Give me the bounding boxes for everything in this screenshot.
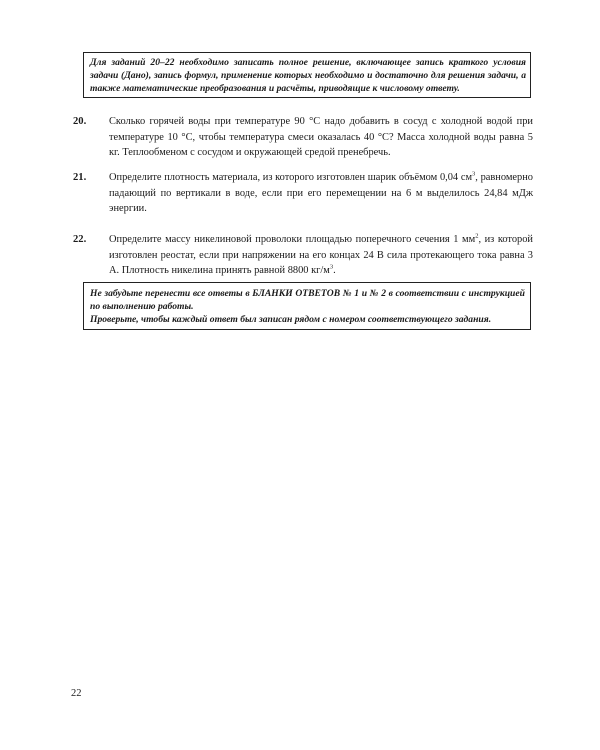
superscript: 3 — [472, 170, 476, 178]
superscript: 2 — [475, 232, 479, 240]
task-text — [109, 232, 533, 279]
task-22 — [73, 232, 533, 279]
task-number: 22. — [73, 234, 87, 245]
instructions-box-top — [83, 52, 531, 98]
task-text-content: , равномерно падающий по вертикали в воде, если при его перемещении на 6 м выделилось 24,84 мДж энергии. — [109, 172, 533, 214]
task-text — [109, 170, 533, 217]
task-text — [109, 114, 533, 161]
task-21 — [73, 170, 533, 217]
task-text-content: Определите массу никелиновой проволоки площадью поперечного сечения 1 мм — [109, 234, 476, 245]
task-20 — [73, 114, 533, 161]
task-text-content: . — [333, 265, 336, 276]
task-number: 21. — [73, 172, 87, 183]
page-number: 22 — [71, 688, 82, 699]
superscript: 3 — [329, 263, 334, 271]
task-number: 20. — [73, 116, 87, 127]
instructions-line: Проверьте, чтобы каждый ответ был записан рядом с номером соответствующего задания. — [90, 314, 492, 325]
task-text-content: , из которой изготовлен реостат, если при напряжении на его концах 24 В сила протекающего тока равна 3 А. Плотность никелина принять равной 8800 кг/м — [109, 234, 533, 276]
instructions-line: Не забудьте перенести все ответы в БЛАНКИ ОТВЕТОВ № 1 и № 2 в соответствии с инструкцией по выполнению работы. — [90, 288, 525, 312]
instructions-text: Для заданий 20–22 необходимо записать полное решение, включающее запись краткого условия задачи (Дано), запись формул, применение которых необходимо и достаточно для решения задачи, а также математические преобразования и расчёты, приводящие к числовому ответу. — [90, 57, 526, 94]
task-text-content: Сколько горячей воды при температуре 90 °С надо добавить в сосуд с холодной водой при температуре 10 °С, чтобы температура смеси оказалась 40 °С? Масса холодной воды равна 5 кг. Теплообменом с сосудом и окружающей средой пренебречь. — [109, 116, 533, 158]
task-text-content: Определите плотность материала, из которого изготовлен шарик объёмом 0,04 см — [109, 172, 473, 183]
instructions-box-bottom — [83, 282, 531, 330]
